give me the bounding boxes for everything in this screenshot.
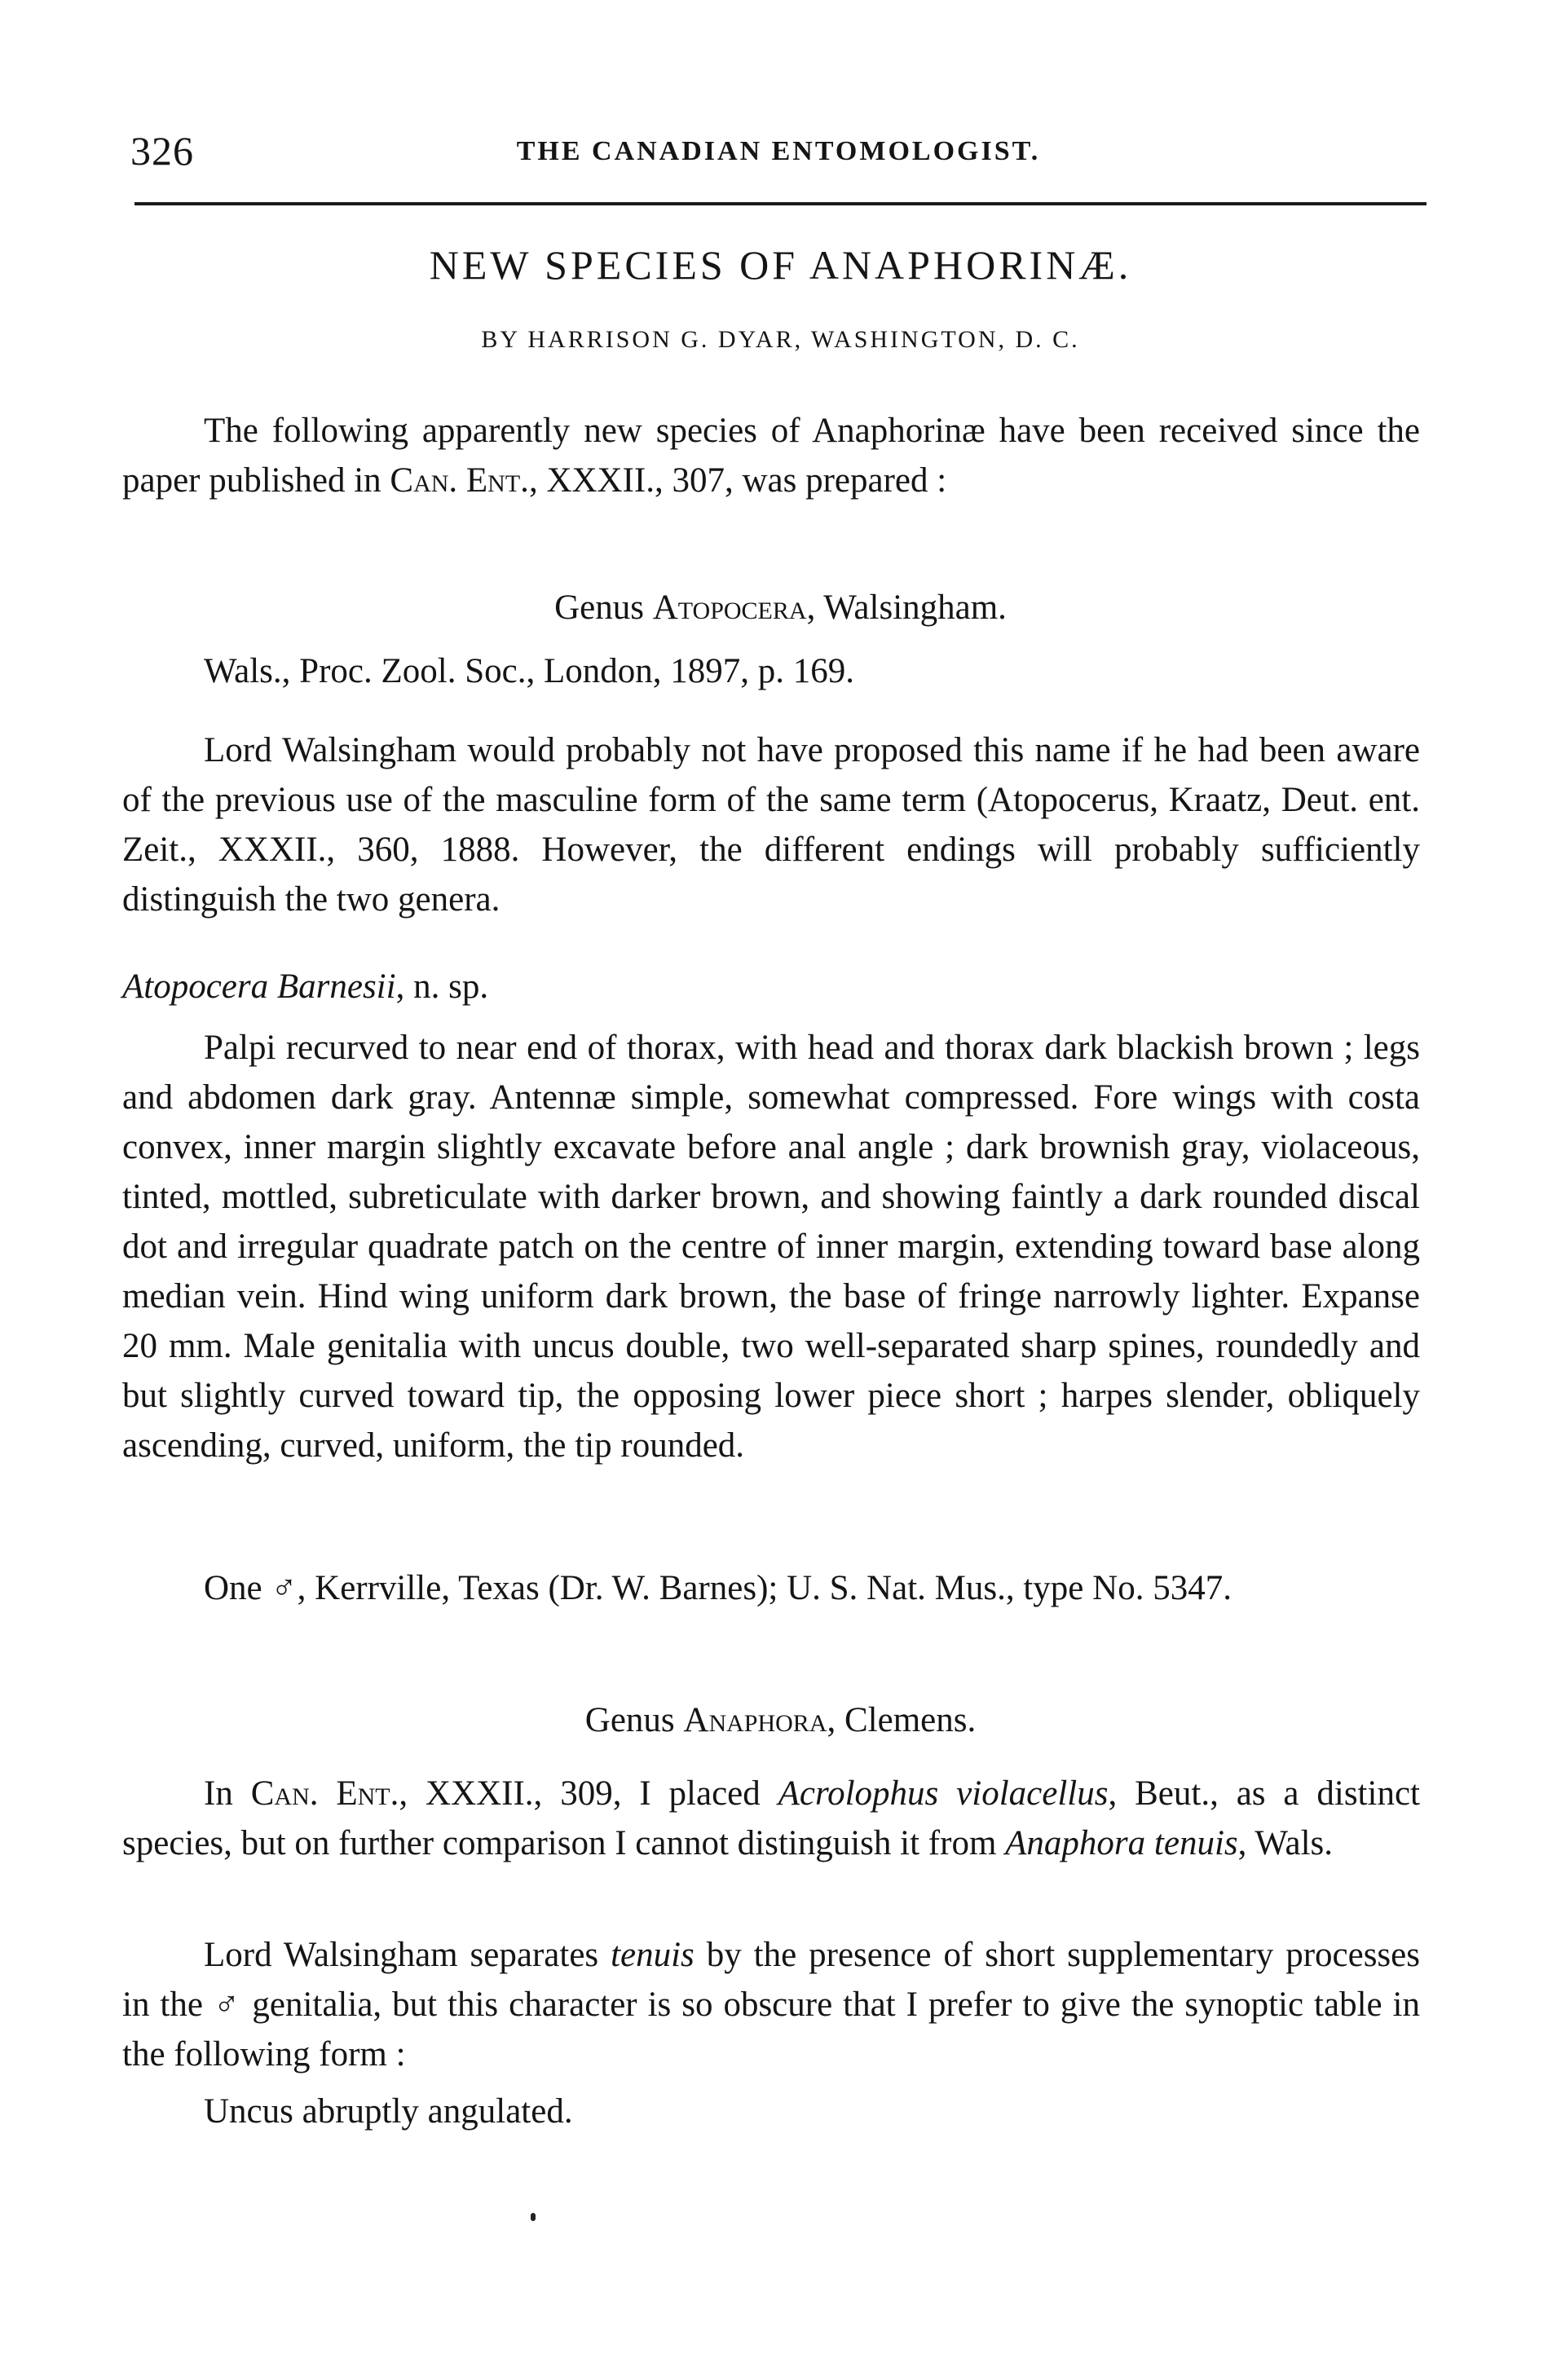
genus-name: Anaphora (683, 1701, 827, 1739)
citation-atopocera: Wals., Proc. Zool. Soc., London, 1897, p. 169. (204, 652, 854, 690)
header-rule (134, 202, 1427, 205)
synoptic-intro-paragraph (122, 1930, 1420, 2079)
species-name: Atopocera Barnesii (122, 967, 396, 1006)
genus-author: , Walsingham. (806, 588, 1007, 627)
genus-label: Genus (584, 1701, 684, 1739)
page-number: 326 (130, 128, 194, 174)
male-symbol: ♂ (271, 1569, 298, 1607)
type-record-text: , Kerrville, Texas (Dr. W. Barnes); U. S. Nat. Mus., type No. 5347. (297, 1569, 1232, 1607)
remarks-paragraph: Lord Walsingham would probably not have proposed this name if he had been aware of the previous use of the masculine form of the same term (Atopocerus, Kraatz, Deut. ent. Zeit., XXXII., 360, 1888. However, the different endings will probably sufficiently distinguish the two genera. (122, 731, 1420, 919)
synoptic-lead: Lord Walsingham separates (204, 1936, 611, 1974)
synonymy-species-a: Acrolophus violacellus (778, 1774, 1109, 1813)
genus-author: , Clemens. (827, 1701, 977, 1739)
description-paragraph: Palpi recurved to near end of thorax, with head and thorax dark blackish brown ; legs and abdomen dark gray. Antennæ simple, somewhat compressed. Fore wings with costa convex, inner margin slightly excavate before anal angle ; dark brownish gray, violaceous, tinted, mottled, subreticulate with darker brown, and showing faintly a dark rounded discal dot and irregular quadrate patch on the centre of inner margin, extending toward base along median vein. Hind wing uniform dark brown, the base of fringe narrowly lighter. Expanse 20 mm. Male genitalia with uncus double, two well-separated sharp spines, roundedly and but slightly curved toward tip, the opposing lower piece short ; harpes slender, obliquely ascending, curved, uniform, the tip rounded. (122, 1029, 1420, 1465)
genus-heading-atopocera (0, 583, 1561, 632)
intro-journal-ref: Can. Ent. (390, 461, 529, 500)
synonymy-journal: Can. Ent. (250, 1774, 399, 1813)
page-header (130, 126, 1427, 175)
synonymy-middle: , XXXII., 309, I placed (399, 1774, 778, 1813)
synonymy-species-b: Anaphora tenuis (1005, 1824, 1238, 1862)
article-title: NEW SPECIES OF ANAPHORINÆ. (429, 242, 1132, 288)
print-speck (531, 2213, 536, 2221)
genus-label: Genus (554, 588, 653, 627)
intro-paragraph (122, 406, 1420, 505)
genus-heading-anaphora (0, 1695, 1561, 1745)
synonymy-paragraph (122, 1769, 1420, 1868)
type-record-prefix: One (204, 1569, 271, 1607)
article-byline: BY HARRISON G. DYAR, WASHINGTON, D. C. (481, 326, 1080, 353)
species-heading-barnesii (122, 962, 1420, 1012)
synoptic-word: tenuis (611, 1936, 695, 1974)
intro-text: The following apparently new species of Anaphorinæ have been received since the paper published in (122, 412, 1420, 500)
genus-name: Atopocera (652, 588, 807, 627)
synonymy-middle2: , Beut., as a distinct species, but on further comparison I cannot distinguish it from (122, 1774, 1420, 1862)
synoptic-tail: genitalia, but this character is so obscure that I prefer to give the synoptic table in the following form : (122, 1986, 1421, 2074)
synonymy-lead: In (204, 1774, 251, 1813)
key-line: Uncus abruptly angulated. (204, 2092, 573, 2131)
running-head: THE CANADIAN ENTOMOLOGIST. (516, 136, 1041, 166)
intro-ref-tail: , XXXII., 307, was prepared : (528, 461, 947, 500)
synoptic-middle: by the presence of short supplementary processes in the (122, 1936, 1420, 2024)
synonymy-tail: , Wals. (1237, 1824, 1334, 1862)
male-symbol: ♂ (213, 1986, 242, 2024)
type-record-paragraph (122, 1563, 1420, 1613)
species-status: , n. sp. (395, 967, 489, 1006)
